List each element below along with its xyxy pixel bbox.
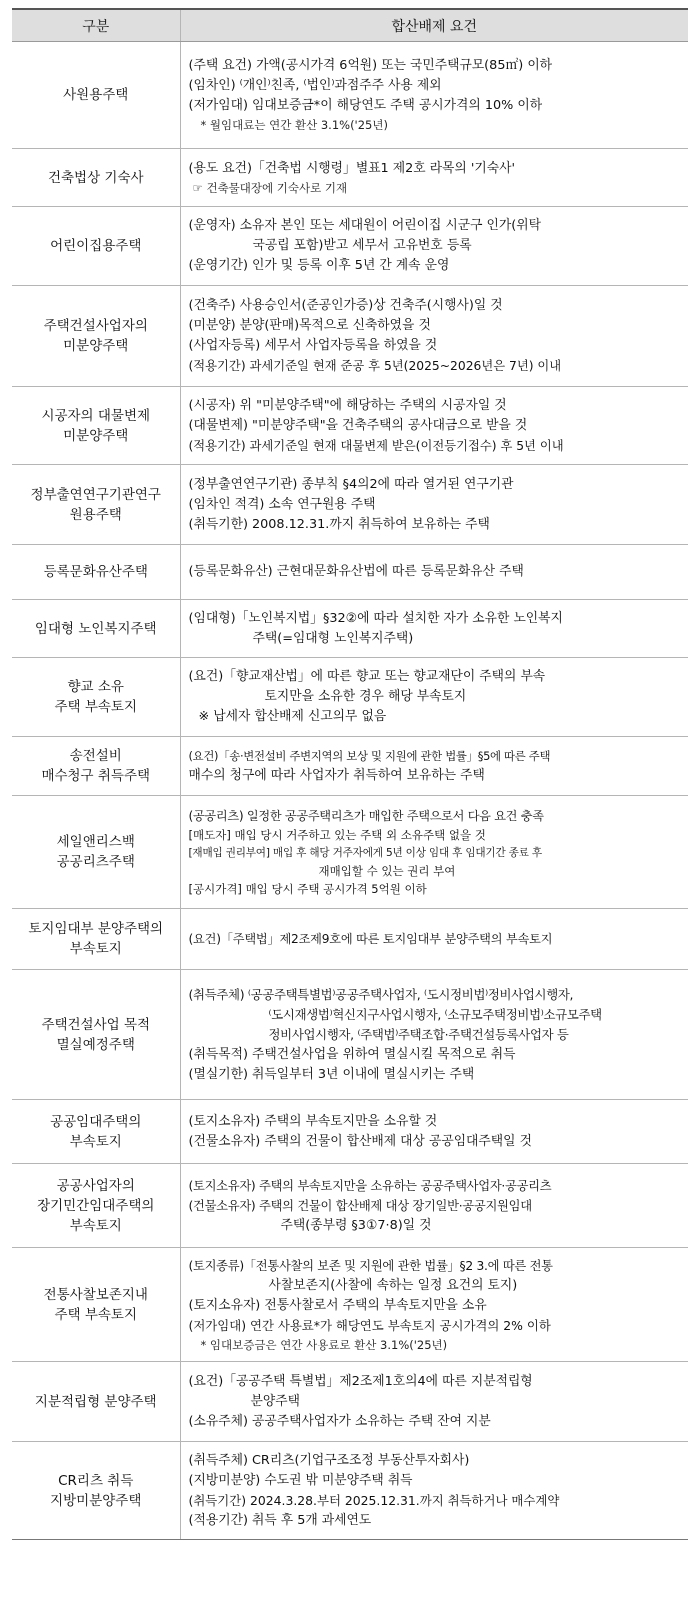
table-row: [12, 149, 688, 207]
requirement-line: (건축주) 사용승인서(준공인가증)상 건축주(시행사)일 것: [188, 298, 503, 313]
requirements-cell: [180, 545, 688, 600]
requirement-line: (정부출연연구기관) 종부칙 §4의2에 따라 열거된 연구기관: [188, 476, 514, 492]
header-requirements: 합산배제 요건: [180, 9, 688, 42]
table-row: [12, 286, 688, 387]
requirement-line: (저가임대) 연간 사용료*가 해당연도 부속토지 공시가격의 2% 이하: [188, 1317, 551, 1333]
table-row: [12, 1442, 688, 1540]
requirements-cell: [180, 737, 688, 796]
category-cell: 송전설비 매수청구 취득주택: [12, 737, 180, 796]
requirements-cell: [180, 286, 688, 387]
category-cell: 주택건설사업자의 미분양주택: [12, 286, 180, 387]
requirement-line: (적용기간) 과세기준일 현재 준공 후 5년(2025~2026년은 7년) 이내: [188, 359, 562, 373]
table-row: [12, 737, 688, 796]
requirement-line: (소유주체) 공공주택사업자가 소유하는 주택 잔여 지분: [188, 1413, 491, 1429]
category-cell: 지분적립형 분양주택: [12, 1362, 180, 1442]
requirements-cell: [180, 796, 688, 909]
requirement-line: (취득주체) ⁽공공주택특별법⁾공공주택사업자, ⁽도시정비법⁾정비사업시행자,: [188, 986, 574, 1002]
requirement-line: 분양주택: [250, 1393, 300, 1409]
requirement-line: (건물소유자) 주택의 건물이 합산배제 대상 공공임대주택일 것: [188, 1133, 532, 1149]
table-row: [12, 658, 688, 737]
requirement-line: (취득기한) 2008.12.31.까지 취득하여 보유하는 주택: [188, 516, 490, 532]
requirement-line: (요건)「주택법」제2조제9호에 따른 토지임대부 분양주택의 부속토지: [188, 932, 553, 946]
category-cell: 주택건설사업 목적 멸실예정주택: [12, 970, 180, 1100]
requirement-line: 주택(종부령 §3①7·8)일 것: [280, 1217, 432, 1233]
requirement-line: (멸실기한) 취득일부터 3년 이내에 멸실시키는 주택: [188, 1066, 475, 1082]
requirement-line: (대물변제) "미분양주택"을 건축주택의 공사대금으로 받을 것: [188, 417, 528, 433]
requirement-line: (주택 요건) 가액(공시가격 6억원) 또는 국민주택규모(85㎡) 이하: [188, 58, 553, 73]
requirement-line: 정비사업시행자, ⁽주택법⁾주택조합·주택건설등록사업자 등: [268, 1026, 569, 1042]
requirement-line: 매수의 청구에 따라 사업자가 취득하여 보유하는 주택: [188, 768, 485, 783]
requirement-line: (토지종류)「전통사찰의 보존 및 지원에 관한 법률」§2 3.에 따른 전통: [188, 1258, 553, 1273]
table-row: [12, 387, 688, 465]
footnote: ☞ 건축물대장에 기숙사로 기재: [192, 180, 348, 195]
requirement-line: 국공립 포함)받고 세무서 고유번호 등록: [252, 238, 472, 253]
requirement-line: (저가임대) 임대보증금*이 해당연도 주택 공시가격의 10% 이하: [188, 98, 543, 113]
requirements-cell: [180, 1100, 688, 1164]
category-cell: 세일앤리스백 공공리츠주택: [12, 796, 180, 909]
requirements-cell: [180, 1362, 688, 1442]
requirement-line: 주택(=임대형 노인복지주택): [252, 630, 414, 646]
requirements-cell: [180, 1164, 688, 1248]
requirement-line: (시공자) 위 "미분양주택"에 해당하는 주택의 시공자일 것: [188, 397, 507, 413]
category-cell: 어린이집용주택: [12, 207, 180, 286]
table-row: [12, 796, 688, 909]
table-row: [12, 545, 688, 600]
table-row: [12, 1164, 688, 1248]
category-cell: 토지임대부 분양주택의 부속토지: [12, 909, 180, 970]
requirement-line: 재매입할 수 있는 권리 부여: [318, 864, 456, 878]
exclusion-requirements-table: [12, 8, 688, 1540]
table-row: [12, 465, 688, 545]
requirement-line: (건물소유자) 주택의 건물이 합산배제 대상 장기일반·공공지원임대: [188, 1198, 532, 1213]
table-row: [12, 909, 688, 970]
table-row: [12, 600, 688, 658]
requirement-line: (임대형)「노인복지법」§32②에 따라 설치한 자가 소유한 노인복지: [188, 610, 563, 626]
table-header-row: [12, 9, 688, 42]
requirement-line: (요건)「송·변전설비 주변지역의 보상 및 지원에 관한 법률」§5에 따른 주택: [188, 749, 551, 763]
requirements-cell: [180, 658, 688, 737]
category-cell: 사원용주택: [12, 42, 180, 149]
category-cell: 등록문화유산주택: [12, 545, 180, 600]
category-cell: 전통사찰보존지내 주택 부속토지: [12, 1248, 180, 1362]
requirement-line: (등록문화유산) 근현대문화유산법에 따른 등록문화유산 주택: [188, 564, 524, 579]
requirement-line: (토지소유자) 전통사찰로서 주택의 부속토지만을 소유: [188, 1297, 487, 1313]
table-row: [12, 42, 688, 149]
header-category: 구분: [12, 9, 180, 42]
requirement-line: (요건)「공공주택 특별법」제2조제1호의4에 따른 지분적립형: [188, 1373, 533, 1389]
requirement-line: (취득주체) CR리츠(기업구조조정 부동산투자회사): [188, 1452, 470, 1468]
requirement-line: ⁽도시재생법⁾혁신지구사업시행자, ⁽소규모주택정비법⁾소규모주택: [268, 1006, 602, 1022]
requirements-cell: [180, 909, 688, 970]
requirement-line: (토지소유자) 주택의 부속토지만을 소유할 것: [188, 1113, 438, 1129]
requirement-line: (취득목적) 주택건설사업을 위하여 멸실시킬 목적으로 취득: [188, 1046, 516, 1062]
requirement-line: (운영자) 소유자 본인 또는 세대원이 어린이집 시군구 인가(위탁: [188, 218, 541, 233]
requirement-line: (운영기간) 인가 및 등록 이후 5년 간 계속 운영: [188, 258, 450, 273]
requirement-line: (공공리츠) 일정한 공공주택리츠가 매입한 주택으로서 다음 요건 충족: [188, 809, 544, 823]
table-row: [12, 207, 688, 286]
note-line: ※ 납세자 합산배제 신고의무 없음: [198, 709, 387, 724]
requirement-line: (적용기간) 과세기준일 현재 대물변제 받은(이전등기접수) 후 5년 이내: [188, 438, 564, 453]
requirements-cell: [180, 387, 688, 465]
requirement-line: (미분양) 분양(판매)목적으로 신축하였을 것: [188, 318, 431, 333]
footnote: * 월임대료는 연간 환산 3.1%('25년): [200, 118, 388, 132]
footnote: * 임대보증금은 연간 사용료로 환산 3.1%('25년): [200, 1337, 448, 1352]
table-row: [12, 1362, 688, 1442]
requirements-cell: [180, 207, 688, 286]
requirements-cell: [180, 600, 688, 658]
requirement-line: [공시가격] 매입 당시 주택 공시가격 5억원 이하: [188, 882, 427, 896]
requirement-line: 사찰보존지(사찰에 속하는 일정 요건의 토지): [268, 1277, 518, 1293]
requirement-line: [재매입 권리부여] 매입 후 해당 거주자에게 5년 이상 임대 후 임대기간 종료 후: [188, 847, 542, 859]
category-cell: 공공사업자의 장기민간임대주택의 부속토지: [12, 1164, 180, 1248]
category-cell: 향교 소유 주택 부속토지: [12, 658, 180, 737]
requirements-cell: [180, 465, 688, 545]
table-row: [12, 1248, 688, 1362]
requirement-line: (사업자등록) 세무서 사업자등록을 하였을 것: [188, 338, 438, 353]
requirement-line: (지방미분양) 수도권 밖 미분양주택 취득: [188, 1472, 413, 1488]
category-cell: 정부출연연구기관연구 원용주택: [12, 465, 180, 545]
category-cell: 임대형 노인복지주택: [12, 600, 180, 658]
requirements-cell: [180, 1248, 688, 1362]
requirement-line: (임차인) ⁽개인⁾친족, ⁽법인⁾과점주주 사용 제외: [188, 78, 442, 93]
requirements-cell: [180, 149, 688, 207]
table-row: [12, 970, 688, 1100]
category-cell: 시공자의 대물변제 미분양주택: [12, 387, 180, 465]
requirements-cell: [180, 970, 688, 1100]
requirements-cell: [180, 42, 688, 149]
requirement-line: 토지만을 소유한 경우 해당 부속토지: [264, 689, 467, 704]
category-cell: 공공임대주택의 부속토지: [12, 1100, 180, 1164]
requirement-line: (적용기간) 취득 후 5개 과세연도: [188, 1512, 372, 1528]
requirement-line: (취득기간) 2024.3.28.부터 2025.12.31.까지 취득하거나 매수계약: [188, 1492, 560, 1508]
requirement-line: (토지소유자) 주택의 부속토지만을 소유하는 공공주택사업자·공공리츠: [188, 1178, 552, 1193]
requirement-line: [매도자] 매입 당시 거주하고 있는 주택 외 소유주택 없을 것: [188, 828, 486, 842]
table-row: [12, 1100, 688, 1164]
category-cell: CR리츠 취득 지방미분양주택: [12, 1442, 180, 1540]
requirement-line: (임차인 적격) 소속 연구원용 주택: [188, 496, 376, 512]
requirements-cell: [180, 1442, 688, 1540]
category-cell: 건축법상 기숙사: [12, 149, 180, 207]
requirement-line: (용도 요건)「건축법 시행령」별표1 제2호 라목의 '기숙사': [188, 160, 515, 176]
requirement-line: (요건)「향교재산법」에 따른 향교 또는 향교재단이 주택의 부속: [188, 669, 546, 684]
